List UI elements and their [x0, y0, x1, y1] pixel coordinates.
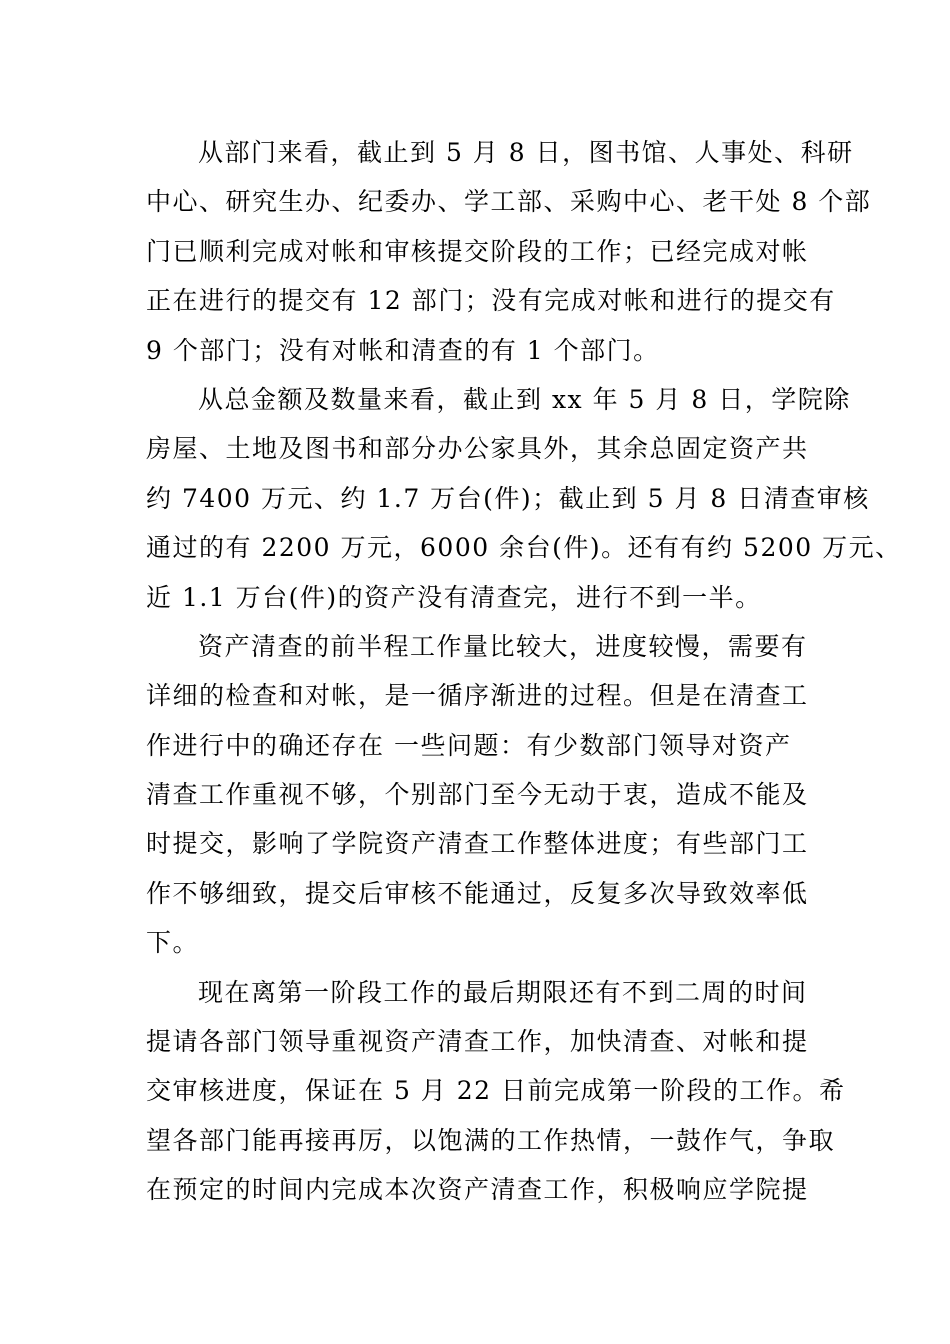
- paragraph-line: 详细的检查和对帐，是一循序渐进的过程。但是在清查工: [146, 681, 809, 711]
- paragraph-line: 从部门来看，截止到 5 月 8 日，图书馆、人事处、科研: [198, 138, 854, 167]
- paragraph-department-progress: [146, 128, 872, 375]
- paragraph-line: 下。: [146, 928, 200, 958]
- paragraph-line: 作不够细致，提交后审核不能通过，反复多次导致效率低: [146, 878, 809, 908]
- paragraph-line: 交审核进度，保证在 5 月 22 日前完成第一阶段的工作。希: [146, 1076, 846, 1106]
- paragraph-line: 时提交，影响了学院资产清查工作整体进度；有些部门工: [146, 829, 809, 859]
- document-body: [146, 128, 902, 1215]
- paragraph-line: 提请各部门领导重视资产清查工作，加快清查、对帐和提: [146, 1027, 809, 1057]
- paragraph-line: 中心、研究生办、纪委办、学工部、采购中心、老干处 8 个部: [146, 187, 872, 217]
- paragraph-line: 约 7400 万元、约 1.7 万台(件)；截止到 5 月 8 日清查审核: [146, 483, 870, 513]
- paragraph-line: 在预定的时间内完成本次资产清查工作，积极响应学院提: [146, 1175, 809, 1205]
- paragraph-line: 近 1.1 万台(件)的资产没有清查完，进行不到一半。: [146, 582, 762, 612]
- paragraph-amount-progress: [146, 375, 902, 622]
- paragraph-line: 望各部门能再接再厉，以饱满的工作热情，一鼓作气，争取: [146, 1125, 836, 1155]
- paragraph-line: 现在离第一阶段工作的最后期限还有不到二周的时间: [198, 977, 808, 1007]
- paragraph-line: 清查工作重视不够，个别部门至今无动于衷，造成不能及: [146, 780, 809, 810]
- paragraph-line: 门已顺利完成对帐和审核提交阶段的工作；已经完成对帐: [146, 236, 809, 266]
- paragraph-line: 作进行中的确还存在 一些问题：有少数部门领导对资产: [146, 730, 792, 760]
- paragraph-line: 通过的有 2200 万元，6000 余台(件)。还有有约 5200 万元、: [146, 533, 902, 563]
- paragraph-line: 从总金额及数量来看，截止到 xx 年 5 月 8 日，学院除: [198, 384, 851, 414]
- paragraph-line: 正在进行的提交有 12 部门；没有完成对帐和进行的提交有: [146, 286, 836, 316]
- paragraph-problems: [146, 622, 809, 968]
- paragraph-deadline-request: [146, 968, 846, 1215]
- paragraph-line: 资产清查的前半程工作量比较大，进度较慢，需要有: [198, 631, 808, 661]
- paragraph-line: 房屋、土地及图书和部分办公家具外，其余总固定资产共: [146, 434, 809, 464]
- paragraph-line: 9 个部门；没有对帐和清查的有 1 个部门。: [146, 335, 660, 365]
